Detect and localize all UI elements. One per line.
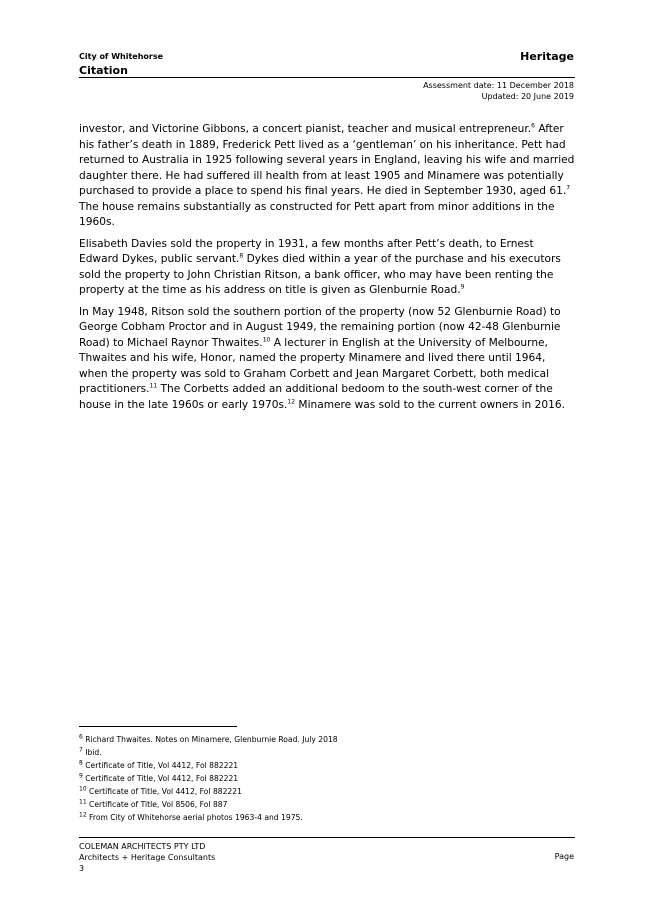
body-text [79, 122, 575, 419]
footnote-text: Richard Thwaites. Notes on Minamere, Glenburnie Road. July 2018 [82, 735, 338, 744]
footnote [79, 772, 575, 785]
footnote-number: 6 [79, 733, 83, 741]
text-run: The Corbetts added an additional bedoom to the south-west corner of the house in the late 1960s or early 1970s. [79, 383, 553, 411]
footnote-number: 10 [79, 785, 87, 793]
header-doc-type: Citation [79, 64, 128, 77]
paragraph-2 [79, 237, 575, 299]
footnote [79, 746, 575, 759]
footnote-text: Certificate of Title, Vol 4412, Fol 882221 [82, 774, 239, 783]
footer-tagline: Architects + Heritage Consultants [79, 853, 216, 862]
footer-page-number: 3 [79, 864, 85, 873]
footnote-text: Certificate of Title, Vol 8506, Fol 887 [86, 800, 228, 809]
footnote-ref: 9 [460, 283, 465, 291]
footer-company: COLEMAN ARCHITECTS PTY LTD [79, 842, 206, 851]
text-run: A lecturer in English at the University of Melbourne, Thwaites and his wife, Honor, named the property Minamere and lived there until 1964, when the property was sold to Graham Corbett and Jean Margaret Corbett, both medical practitioners. [79, 336, 550, 395]
footnote [79, 759, 575, 772]
footnote-divider [79, 726, 237, 727]
footnote-text: Ibid. [82, 748, 102, 757]
footnote [79, 733, 575, 746]
footnote [79, 785, 575, 798]
footnote-text: From City of Whitehorse aerial photos 1963-4 and 1975. [86, 813, 303, 822]
footnote-ref: 11 [149, 382, 158, 390]
footnote [79, 811, 575, 824]
assessment-info [423, 80, 574, 102]
text-run: The house remains substantially as constructed for Pett apart from minor additions in the 1960s. [79, 200, 555, 228]
header-divider [79, 77, 575, 78]
footnote-ref: 6 [531, 122, 535, 130]
updated-date: Updated: 20 June 2019 [481, 92, 574, 101]
footnote [79, 798, 575, 811]
footnote-ref: 10 [262, 335, 271, 343]
header-org: City of Whitehorse [79, 52, 164, 61]
text-run: Dykes died within a year of the purchase and his executors sold the property to John Christian Ritson, a bank officer, who may have been renting the property at the time as his address on title is given as Glenburnie Road. [79, 253, 561, 296]
text-run: Minamere was sold to the current owners in 2016. [295, 398, 565, 411]
footnote-number: 11 [79, 798, 87, 806]
footnote-number: 12 [79, 811, 87, 819]
footnote-number: 9 [79, 772, 83, 780]
text-run: After his father’s death in 1889, Frederick Pett lived as a ‘gentleman’ on his inheritance. Pett had returned to Australia in 1925 following several years in England, leaving his wife and married daughter there. He had suffered ill health from at least 1905 and Minamere was potentially purchased to provide a place to spend his final years. He died in September 1930, aged 61. [79, 123, 575, 197]
text-run: In May 1948, Ritson sold the southern portion of the property (now 52 Glenburnie Road) to George Cobham Proctor and in August 1949, the remaining portion (now 42-48 Glenburnie Road) to Michael Raynor Thwaites. [79, 305, 561, 349]
footnote-number: 8 [79, 759, 83, 767]
footer-page-label: Page [554, 852, 574, 861]
footer-divider [79, 837, 575, 838]
footnote-text: Certificate of Title, Vol 4412, Fol 882221 [82, 761, 239, 770]
footnote-ref: 7 [566, 184, 571, 192]
footnote-text: Certificate of Title, Vol 4412, Fol 882221 [86, 787, 242, 796]
footnote-ref: 12 [287, 397, 296, 405]
header-section: Heritage [520, 50, 574, 63]
paragraph-3 [79, 305, 575, 414]
text-run: investor, and Victorine Gibbons, a concert pianist, teacher and musical entrepreneur. [79, 123, 532, 135]
paragraph-1 [79, 122, 575, 231]
footnotes [79, 733, 575, 824]
footnote-number: 7 [79, 746, 83, 754]
footnote-ref: 8 [239, 252, 244, 260]
assessment-date: Assessment date: 11 December 2018 [423, 81, 574, 90]
footer-company-block [79, 841, 215, 874]
text-run: Elisabeth Davies sold the property in 1931, a few months after Pett’s death, to Ernest Edward Dykes, public servant. [79, 237, 534, 265]
